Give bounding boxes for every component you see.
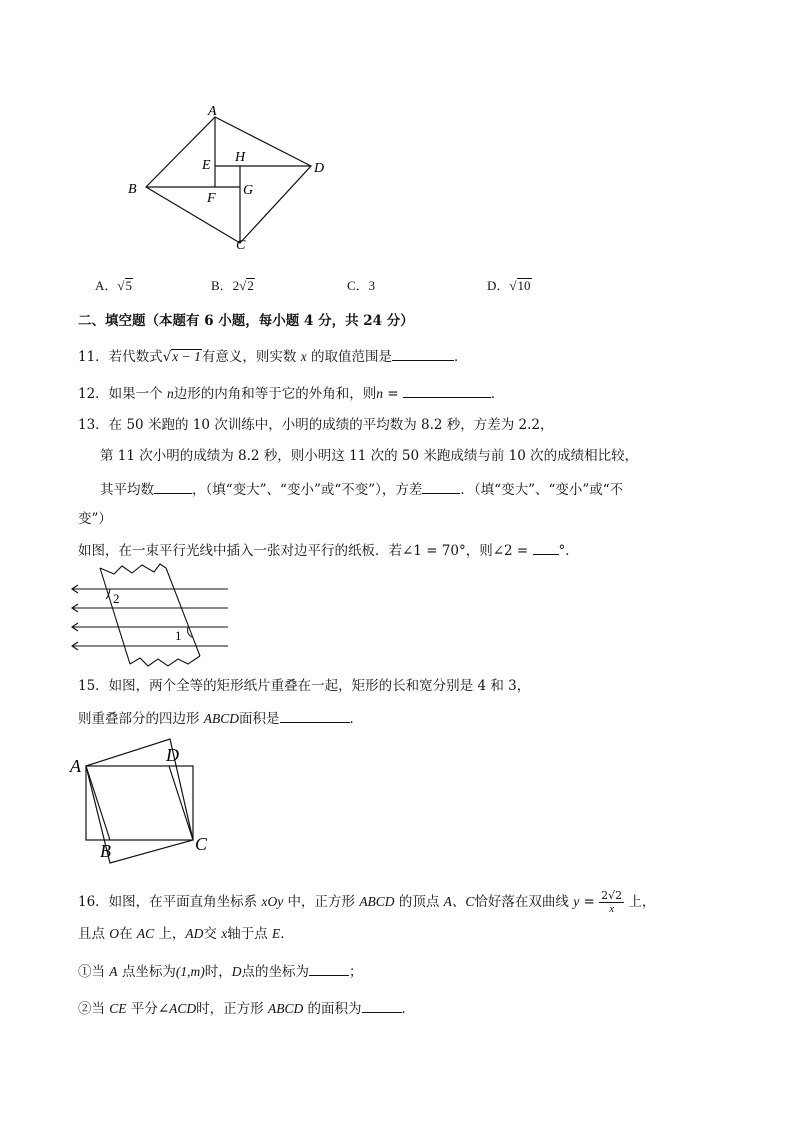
choice-a: A．√5 xyxy=(95,278,133,293)
question-16-part2: ②当 CE 平分∠ACD时，正方形 ABCD 的面积为 ． xyxy=(78,998,415,1018)
label-D: D xyxy=(314,161,325,176)
choice-c: C．3 xyxy=(347,278,376,293)
label-E: E xyxy=(202,158,211,173)
question-12: 12．如果一个 n边形的内角和等于它的外角和，则n = ． xyxy=(78,383,504,403)
label-B: B xyxy=(100,841,111,861)
label-F: F xyxy=(207,191,216,206)
label-C: C xyxy=(195,834,208,854)
outer-quadrilateral xyxy=(146,117,311,243)
angle-label-1: 1 xyxy=(175,628,182,643)
answer-blank-13a xyxy=(154,479,192,494)
figure-overlap-rectangles xyxy=(66,735,226,870)
question-16-part1: ①当 A 点坐标为(1,m)时，D点的坐标为 ； xyxy=(78,961,362,981)
question-15-line1: 15．如图，两个全等的矩形纸片重叠在一起，矩形的长和宽分别是 4 和 3， xyxy=(78,678,531,694)
answer-blank-15 xyxy=(280,708,350,723)
label-A: A xyxy=(208,104,217,119)
section-title: 二、填空题（本题有 6 小题，每小题 4 分，共 24 分） xyxy=(78,313,414,329)
answer-blank-12 xyxy=(403,383,491,398)
figure-light-rays xyxy=(62,560,242,672)
question-13-line2: 第 11 次小明的成绩为 8.2 秒，则小明这 11 次的 50 米跑成绩与前 10 次的成绩相比较， xyxy=(100,448,639,464)
question-16-line2: 且点 O在 AC 上，AD交 x轴于点 E． xyxy=(78,926,294,942)
question-13-line1: 13．在 50 米跑的 10 次训练中，小明的成绩的平均数为 8.2 秒，方差为 2.2， xyxy=(78,417,554,433)
label-B: B xyxy=(128,182,137,197)
hyperbola-fraction: $\frac{2√2}{x}$ xyxy=(601,889,623,915)
answer-blank-13b xyxy=(422,479,460,494)
choice-d: D．√10 xyxy=(487,278,531,293)
label-C: C xyxy=(236,238,246,253)
question-15-line2: 则重叠部分的四边形 ABCD面积是 ． xyxy=(78,708,363,728)
label-G: G xyxy=(243,183,254,198)
question-13-line4: 变”） xyxy=(78,511,112,527)
figure-quadrilateral xyxy=(120,100,340,260)
question-11: 11．若代数式√x − 1有意义，则实数 x 的取值范围是 ． xyxy=(78,346,468,366)
label-A: A xyxy=(70,756,81,776)
answer-blank-14 xyxy=(533,540,559,555)
question-16-line1: 16．如图，在平面直角坐标系 xOy 中，正方形 ABCD 的顶点 A、C恰好落在双曲线 y = $\frac{2√2}{x}$ 上， xyxy=(78,889,656,915)
choice-b: B．2√2 xyxy=(211,278,254,293)
answer-blank-16a xyxy=(309,961,349,976)
question-14: 如图，在一束平行光线中插入一张对边平行的纸板．若∠1 = 70°，则∠2 = °． xyxy=(78,540,579,560)
angle-label-2: 2 xyxy=(113,591,120,606)
label-D: D xyxy=(166,745,179,765)
label-H: H xyxy=(235,150,246,165)
question-13-line3: 其平均数 ，（填“变大”、“变小”或“不变”），方差 ．（填“变大”、“变小”或“不 xyxy=(100,479,623,499)
answer-blank-16b xyxy=(362,998,402,1013)
answer-blank-11 xyxy=(392,346,454,361)
